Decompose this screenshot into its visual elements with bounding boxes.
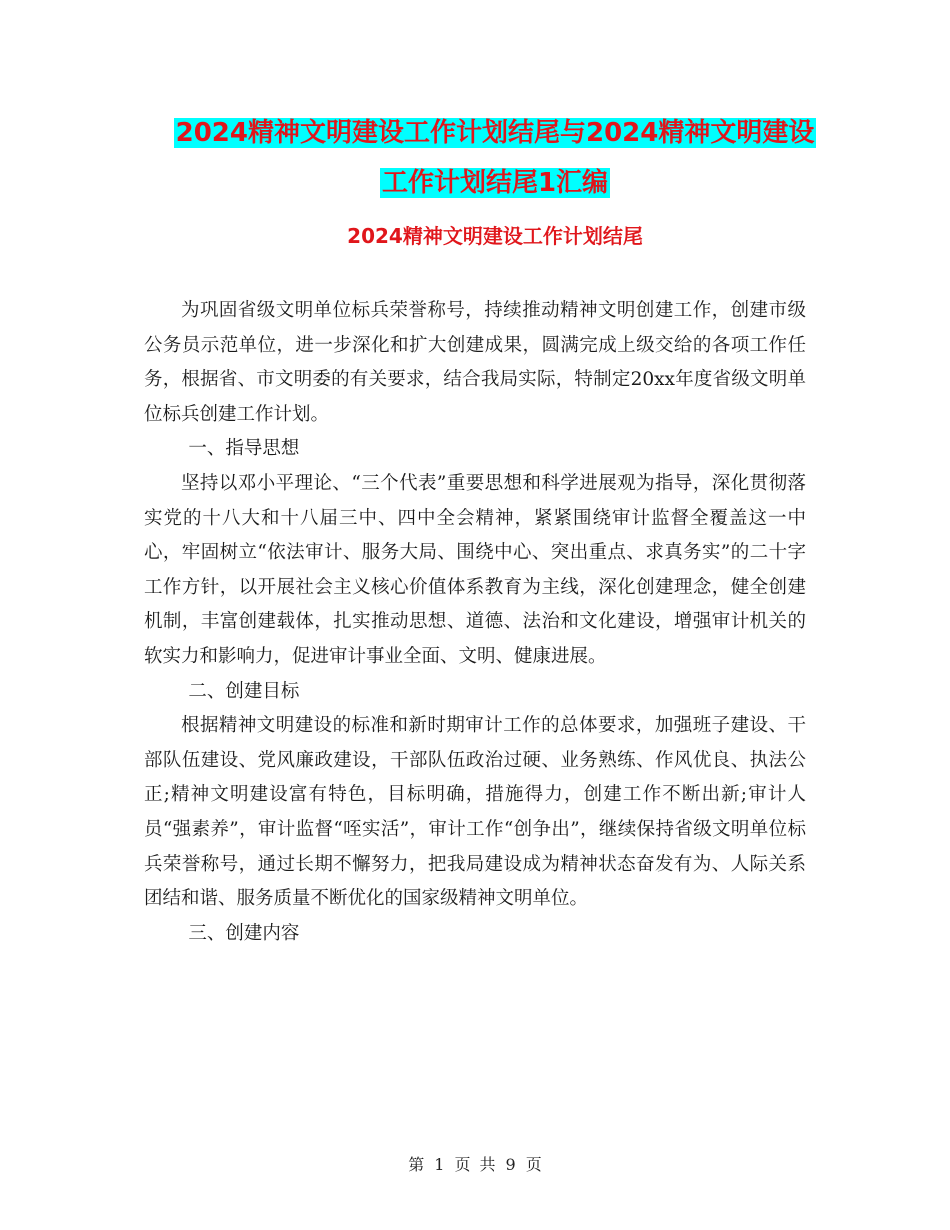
- document-title: [140, 108, 850, 208]
- footer-total-pages: 9: [505, 1155, 516, 1174]
- paragraph-creation-goals: 根据精神文明建设的标准和新时期审计工作的总体要求，加强班子建设、干部队伍建设、党风廉政建设，干部队伍政治过硬、业务熟练、作风优良、执法公正;精神文明建设富有特色，目标明确，措施得力，创建工作不断出新;审计人员“强素养”，审计监督“咥实活”，审计工作“创争出”，继续保持省级文明单位标兵荣誉称号，通过长期不懈努力，把我局建设成为精神状态奋发有为、人际关系团结和谐、服务质量不断优化的国家级精神文明单位。: [144, 715, 806, 910]
- heading-guiding-ideology: 一、指导思想: [188, 438, 300, 460]
- heading-creation-goals: 二、创建目标: [188, 680, 300, 702]
- document-body: [144, 294, 806, 951]
- page-footer: [0, 1152, 950, 1175]
- section-title: 2024精神文明建设工作计划结尾: [347, 224, 643, 248]
- footer-suffix: 页: [525, 1155, 542, 1174]
- document-title-line1: 2024精神文明建设工作计划结尾与2024精神文明建设: [175, 118, 815, 148]
- footer-page-number: 1: [434, 1155, 445, 1174]
- heading-creation-content: 三、创建内容: [188, 922, 300, 944]
- paragraph-guiding-ideology: 坚持以邓小平理论、“三个代表”重要思想和科学进展观为指导，深化贯彻落实党的十八大和十八届三中、四中全会精神，紧紧围绕审计监督全覆盖这一中心，牢固树立“依法审计、服务大局、围绕中心、突出重点、求真务实”的二十字工作方针，以开展社会主义核心价值体系教育为主线，深化创建理念，健全创建机制，丰富创建载体，扎实推动思想、道德、法治和文化建设，增强审计机关的软实力和影响力，促进审计事业全面、文明、健康进展。: [144, 472, 806, 667]
- paragraph-intro: 为巩固省级文明单位标兵荣誉称号，持续推动精神文明创建工作，创建市级公务员示范单位，进一步深化和扩大创建成果，圆满完成上级交给的各项工作任务，根据省、市文明委的有关要求，结合我局实际，特制定20xx年度省级文明单位标兵创建工作计划。: [144, 300, 806, 425]
- footer-prefix: 第: [408, 1155, 425, 1174]
- footer-mid: 页 共: [454, 1155, 496, 1174]
- document-title-line2: 工作计划结尾1汇编: [381, 168, 609, 198]
